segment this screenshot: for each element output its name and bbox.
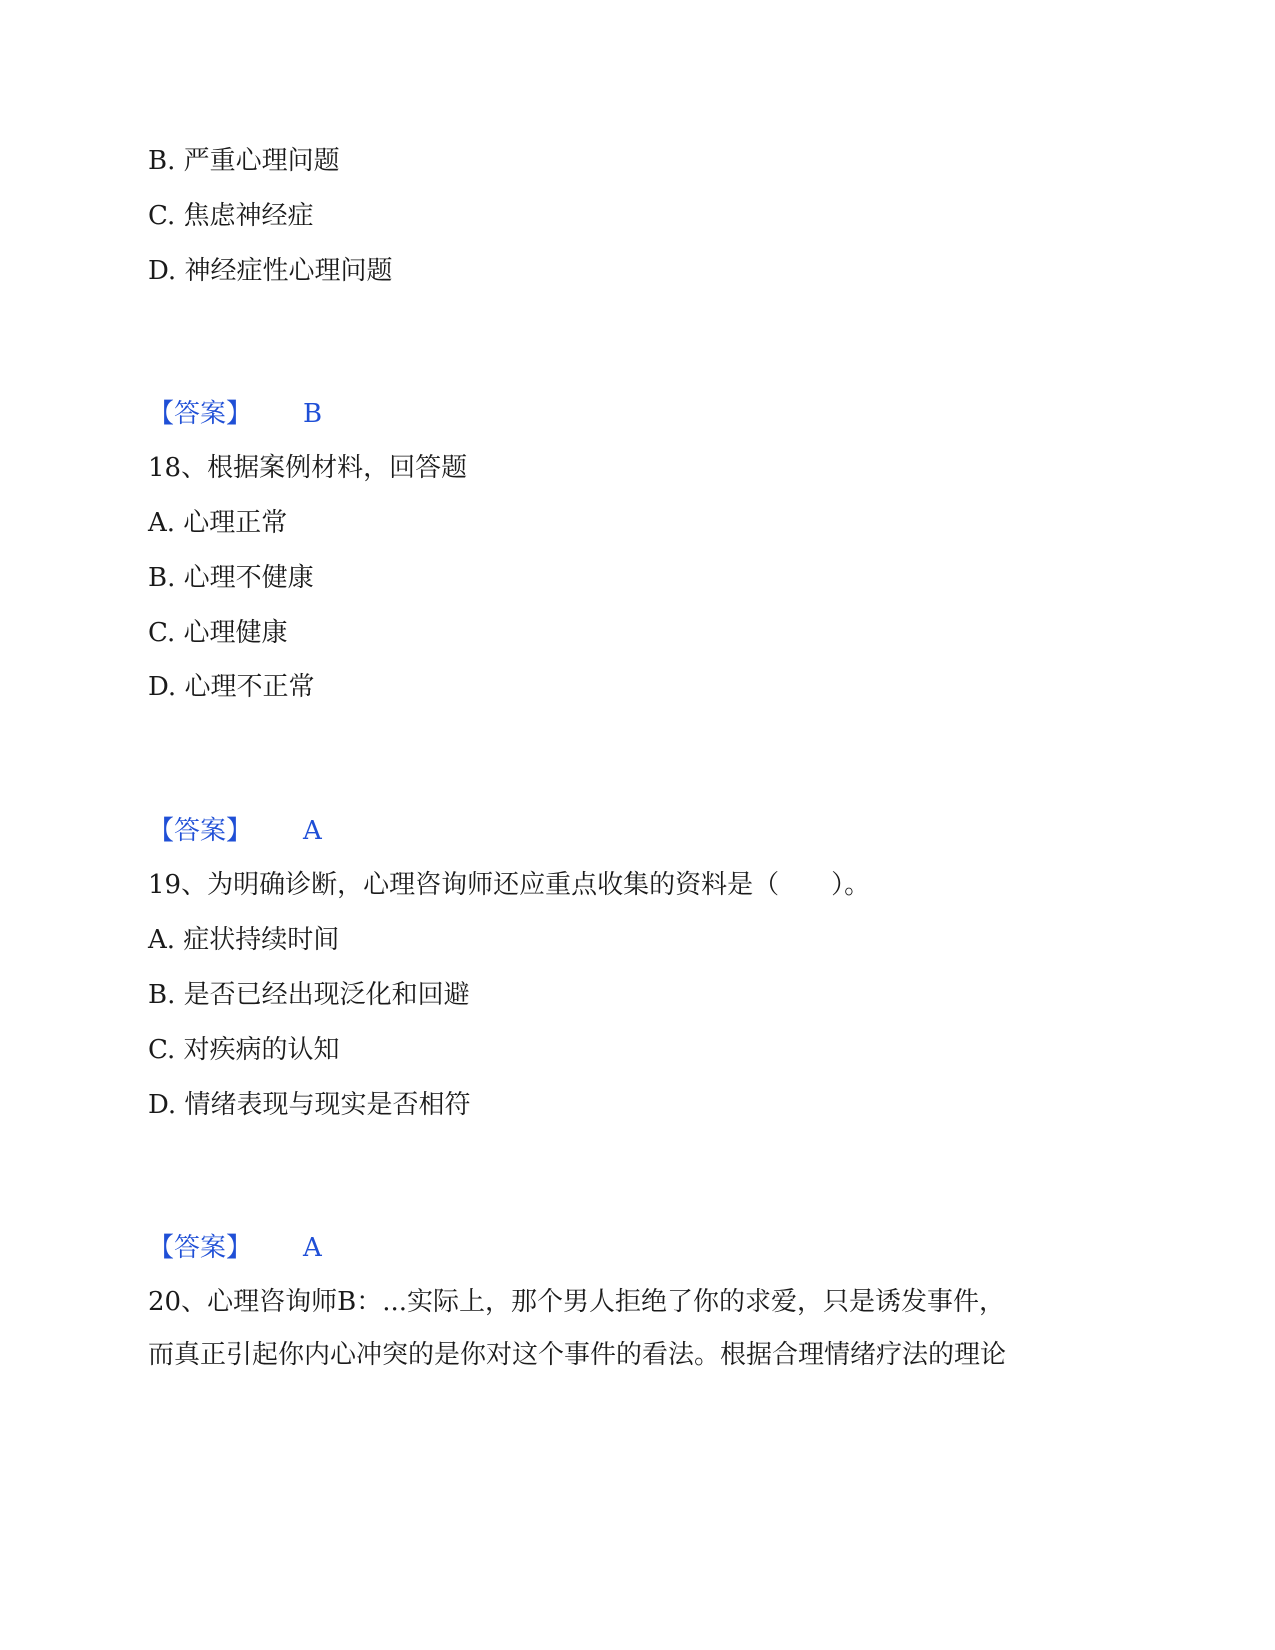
q17-option-b: B. 严重心理问题	[148, 146, 340, 176]
q17-option-d: D. 神经症性心理问题	[148, 256, 393, 286]
answer-label: 【答案】	[148, 399, 253, 429]
answer-value: B	[303, 399, 323, 429]
q20-stem-line1: 20、心理咨询师B：...实际上，那个男人拒绝了你的求爱，只是诱发事件，	[148, 1287, 1005, 1317]
q17-answer	[148, 398, 322, 430]
q19-option-c: C. 对疾病的认知	[148, 1035, 340, 1065]
q18-option-d: D. 心理不正常	[148, 672, 315, 702]
q19-stem: 19、为明确诊断，心理咨询师还应重点收集的资料是（ ）。	[148, 870, 871, 900]
q18-stem: 18、根据案例材料，回答题	[148, 453, 468, 483]
q19-option-b: B. 是否已经出现泛化和回避	[148, 980, 470, 1010]
answer-label: 【答案】	[148, 1233, 253, 1263]
answer-value: A	[303, 816, 322, 846]
q18-answer	[148, 815, 322, 847]
q18-option-a: A. 心理正常	[148, 508, 288, 538]
q20-stem-line2: 而真正引起你内心冲突的是你对这个事件的看法。根据合理情绪疗法的理论	[148, 1340, 1007, 1370]
q17-option-c: C. 焦虑神经症	[148, 201, 314, 231]
answer-value: A	[303, 1233, 322, 1263]
q19-option-a: A. 症状持续时间	[148, 925, 340, 955]
q19-option-d: D. 情绪表现与现实是否相符	[148, 1090, 471, 1120]
q19-answer	[148, 1232, 322, 1264]
q18-option-b: B. 心理不健康	[148, 563, 314, 593]
answer-label: 【答案】	[148, 816, 253, 846]
q18-option-c: C. 心理健康	[148, 618, 288, 648]
